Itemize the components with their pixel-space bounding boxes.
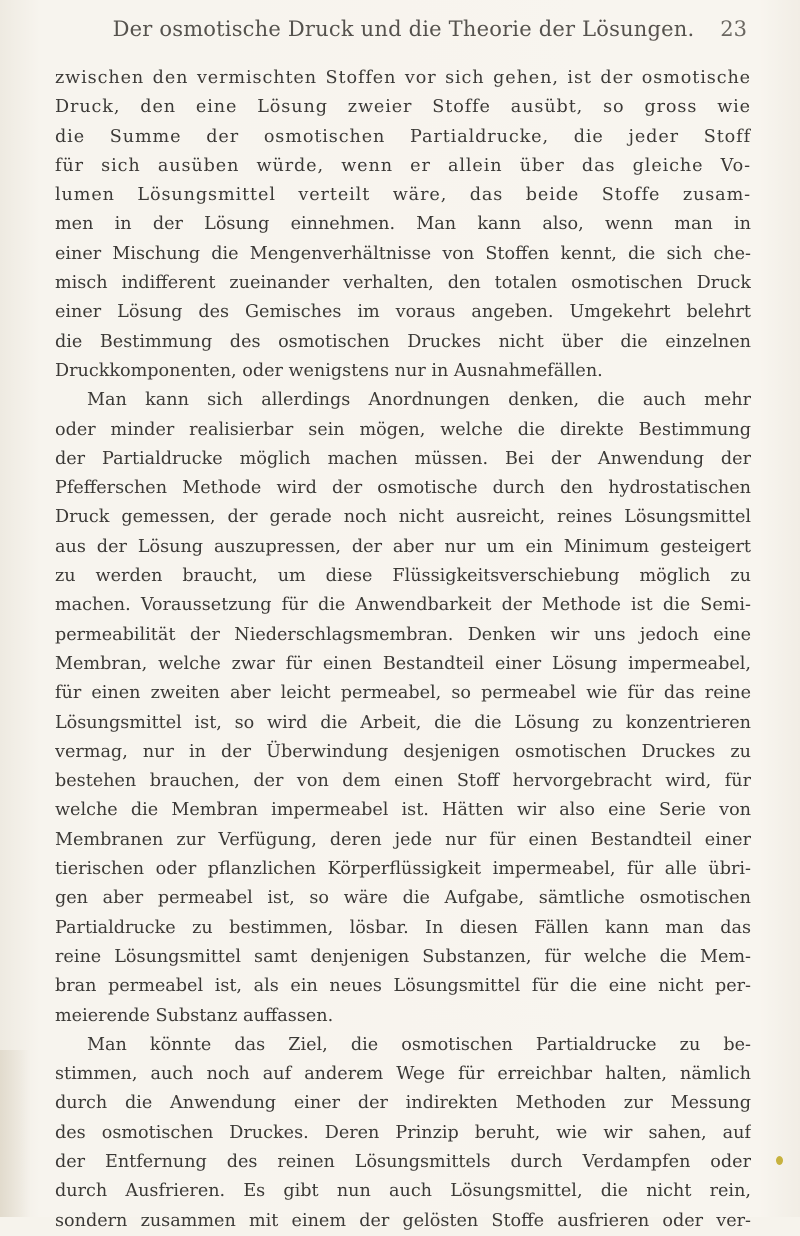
text-line: oder minder realisierbar sein mögen, welche die direkte Bestimmung [55,419,751,440]
text-line: bestehen brauchen, der von dem einen Stoff hervorgebracht wird, für [55,771,751,792]
text-line: für sich ausüben würde, wenn er allein über das gleiche Vo- [55,155,751,176]
text-line: Membranen zur Verfügung, deren jede nur für einen Bestandteil einer [55,829,751,850]
text-line: die Bestimmung des osmotischen Druckes nicht über die einzelnen [55,331,751,352]
text-line: Druckkomponenten, oder wenigstens nur in Ausnahmefällen. [55,360,603,381]
text-line: vermag, nur in der Überwindung desjenigen osmotischen Druckes zu [55,741,751,762]
text-line: men in der Lösung einnehmen. Man kann also, wenn man in [55,214,751,235]
text-line: aus der Lösung auszupressen, der aber nur um ein Minimum gesteigert [55,536,751,557]
text-line: tierischen oder pflanzlichen Körperflüssigkeit impermeabel, für alle übri- [55,859,751,880]
text-line: bran permeabel ist, als ein neues Lösungsmittel für die eine nicht per- [55,976,751,997]
text-line: zu werden braucht, um diese Flüssigkeitsverschiebung möglich zu [55,566,751,587]
text-line: Pfefferschen Methode wird der osmotische durch den hydrostatischen [55,478,751,499]
text-line: lumen Lösungsmittel verteilt wäre, das beide Stoffe zusam- [55,185,751,206]
text-line: einer Mischung die Mengenverhältnisse von Stoffen kennt, die sich che- [55,243,751,264]
text-line: durch die Anwendung einer der indirekten Methoden zur Messung [55,1093,751,1114]
text-line: machen. Voraussetzung für die Anwendbarkeit der Methode ist die Semi- [55,595,751,616]
text-line: meierende Substanz auffassen. [55,1005,334,1026]
running-title: Der osmotische Druck und die Theorie der Lösungen. [112,17,695,41]
text-line: durch Ausfrieren. Es gibt nun auch Lösungsmittel, die nicht rein, [55,1181,751,1202]
text-line: zwischen den vermischten Stoffen vor sich gehen, ist der osmotische [55,68,751,88]
text-line: misch indifferent zueinander verhalten, den totalen osmotischen Druck [55,273,751,294]
text-line: sondern zusammen mit einem der gelösten Stoffe ausfrieren oder ver- [55,1210,751,1231]
text-line: Man könnte das Ziel, die osmotischen Partialdrucke zu be- [87,1034,751,1055]
page-header [60,17,747,53]
text-line: Membran, welche zwar für einen Bestandteil einer Lösung impermeabel, [55,653,751,674]
text-line: Partialdrucke zu bestimmen, lösbar. In diesen Fällen kann man das [55,917,751,938]
text-line: Man kann sich allerdings Anordnungen denken, die auch mehr [87,390,751,411]
page-number: 23 [720,17,747,41]
page-stain [0,1050,30,1217]
text-line: der Partialdrucke möglich machen müssen. Bei der Anwendung der [55,448,751,469]
ink-dot [776,1156,783,1165]
text-line: reine Lösungsmittel samt denjenigen Substanzen, für welche die Mem- [55,946,751,967]
text-line: Lösungsmittel ist, so wird die Arbeit, die die Lösung zu konzentrieren [55,712,751,733]
text-line: für einen zweiten aber leicht permeabel, so permeabel wie für das reine [55,683,751,704]
text-line: die Summe der osmotischen Partialdrucke, die jeder Stoff [55,126,751,147]
text-line: einer Lösung des Gemisches im voraus angeben. Umgekehrt belehrt [55,302,751,323]
text-line: welche die Membran impermeabel ist. Hätten wir also eine Serie von [55,800,751,821]
text-line: Druck gemessen, der gerade noch nicht ausreicht, reines Lösungsmittel [55,507,751,528]
text-line: der Entfernung des reinen Lösungsmittels durch Verdampfen oder [55,1151,751,1172]
text-line: gen aber permeabel ist, so wäre die Aufgabe, sämtliche osmotischen [55,888,751,909]
body-text [55,64,751,1236]
text-line: stimmen, auch noch auf anderem Wege für erreichbar halten, nämlich [55,1064,751,1085]
text-line: des osmotischen Druckes. Deren Prinzip beruht, wie wir sahen, auf [55,1122,751,1143]
text-line: permeabilität der Niederschlagsmembran. Denken wir uns jedoch eine [55,624,751,645]
text-line: Druck, den eine Lösung zweier Stoffe ausübt, so gross wie [55,97,751,118]
